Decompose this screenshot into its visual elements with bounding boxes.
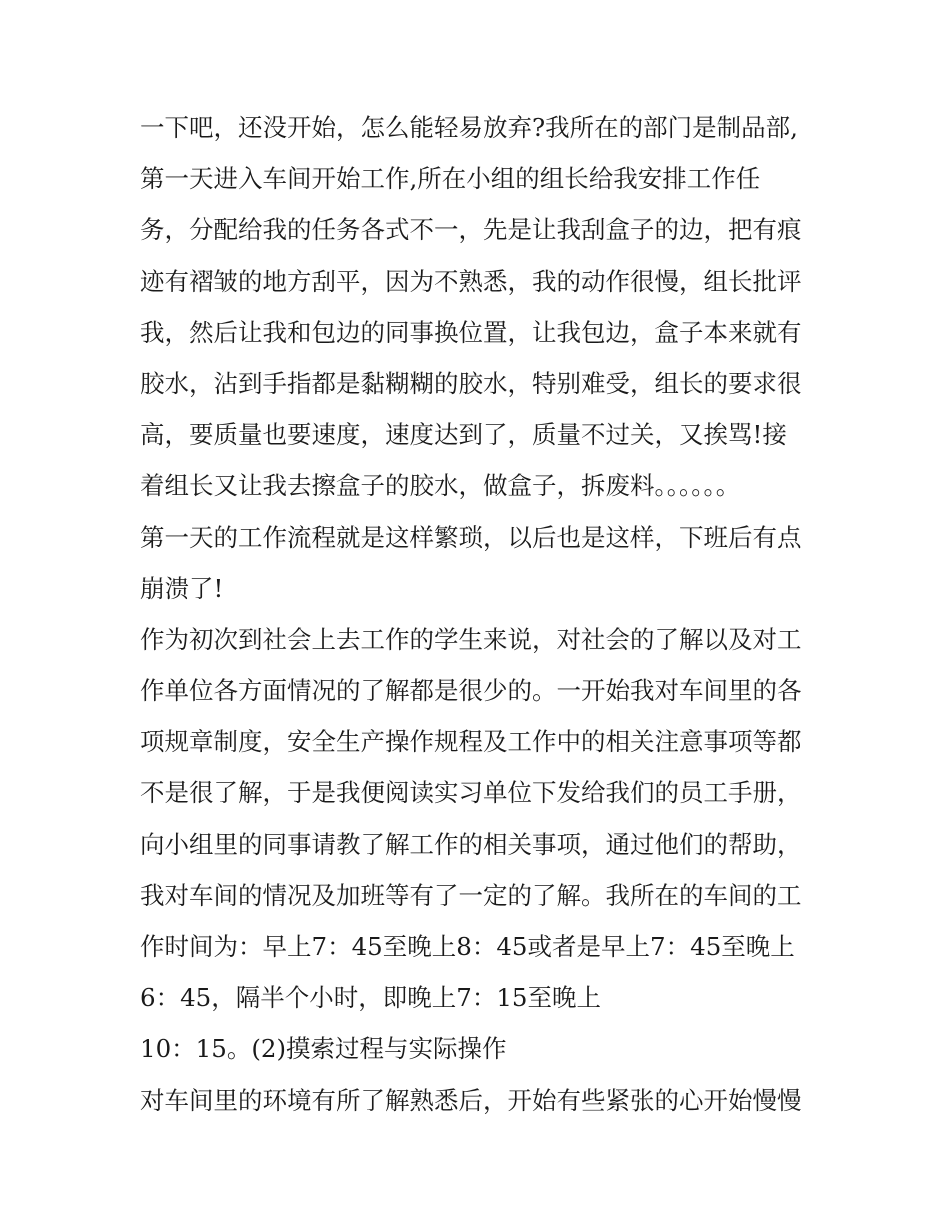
text-line: 作时间为：早上7：45至晚上8：45或者是早上7：45至晚上 [140,932,795,961]
text-line: 第一天进入车间开始工作,所在小组的组长给我安排工作任 [140,164,761,194]
text-line: 作为初次到社会上去工作的学生来说，对社会的了解以及对工 [140,624,802,654]
text-line: 6：45，隔半个小时，即晚上7：15至晚上 [140,983,602,1013]
text-line: 我，然后让我和包边的同事换位置，让我包边，盒子本来就有 [140,317,802,347]
text-line: 迹有褶皱的地方刮平，因为不熟悉，我的动作很慢，组长批评 [140,266,802,296]
text-line: 第一天的工作流程就是这样繁琐，以后也是这样，下班后有点 [140,522,802,552]
text-line: 对车间里的环境有所了解熟悉后，开始有些紧张的心开始慢慢 [140,1085,802,1115]
text-line: 一下吧，还没开始，怎么能轻易放弃?我所在的部门是制品部, [140,113,798,142]
text-line: 胶水，沾到手指都是黏糊糊的胶水，特别难受，组长的要求很 [140,368,802,398]
text-line: 崩溃了! [140,573,224,603]
text-line: 我对车间的情况及加班等有了一定的了解。我所在的车间的工 [140,880,802,910]
text-line: 务，分配给我的任务各式不一，先是让我刮盒子的边，把有痕 [140,215,802,245]
text-line: 不是很了解，于是我便阅读实习单位下发给我们的员工手册， [140,778,802,808]
text-line: 向小组里的同事请教了解工作的相关事项，通过他们的帮助， [140,829,802,859]
text-line: 高，要质量也要速度，速度达到了，质量不过关，又挨骂!接 [140,420,787,450]
text-line: 作单位各方面情况的了解都是很少的。一开始我对车间里的各 [140,676,802,706]
text-line: 10：15。(2)摸索过程与实际操作 [140,1034,507,1064]
text-line: 着组长又让我去擦盒子的胶水，做盒子，拆废料。。。。。。 [140,471,741,501]
body-text [140,102,830,1126]
text-line: 项规章制度，安全生产操作规程及工作中的相关注意事项等都 [140,727,802,757]
